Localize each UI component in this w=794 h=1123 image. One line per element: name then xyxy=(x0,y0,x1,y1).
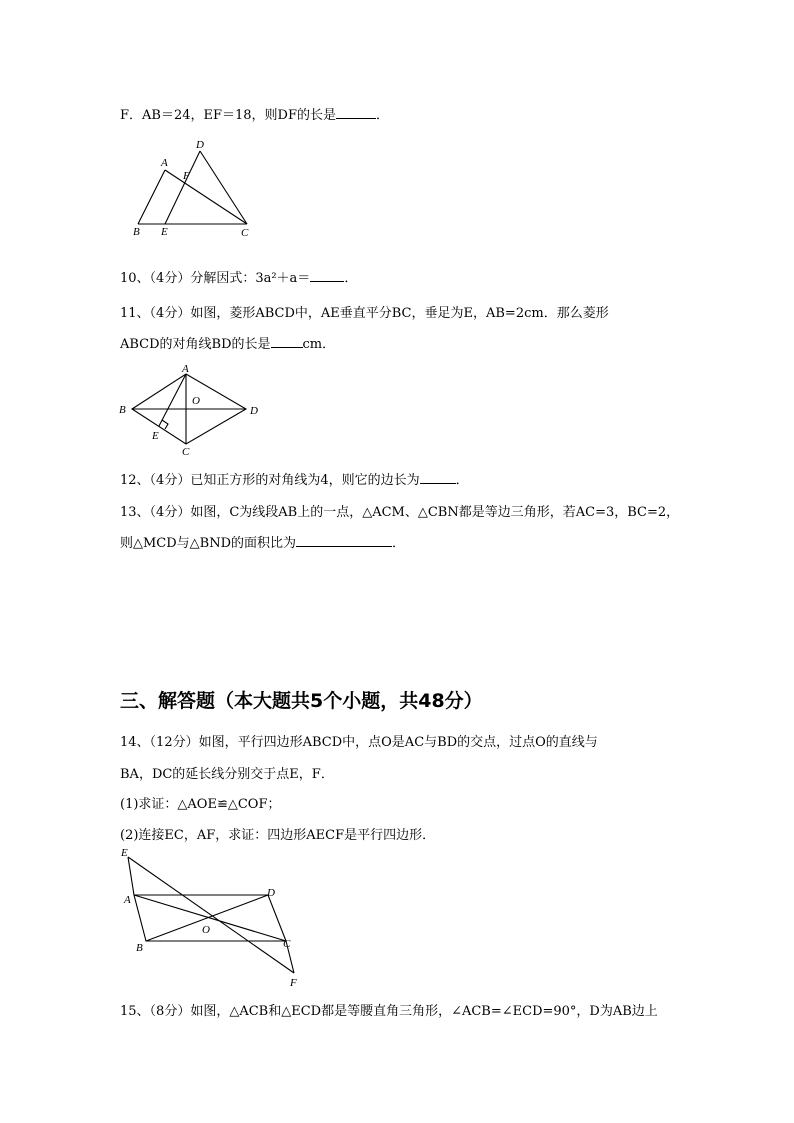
q10-number: 10、（4分） xyxy=(120,271,191,286)
q11-label-d: D xyxy=(250,405,258,417)
q11-line2: ABCD的对角线BD的长是 cm． xyxy=(120,337,336,352)
q9-line-ba xyxy=(138,170,165,224)
q9-label-e: E xyxy=(161,226,168,238)
q9-label-c: C xyxy=(241,227,249,239)
q13-answer-blank[interactable] xyxy=(296,534,392,547)
q11-right-angle-mark xyxy=(162,420,168,429)
q9-line-ac xyxy=(165,170,247,224)
q14-label-o: O xyxy=(202,924,210,936)
q12-text: 已知正方形的对角线为4，则它的边长为 xyxy=(190,473,420,488)
q14-number: 14、（12分） xyxy=(120,735,199,750)
q11-figure xyxy=(118,362,268,460)
q11-line1 xyxy=(120,302,609,321)
q11-number: 11、（4分） xyxy=(120,306,191,321)
q14-label-f: F xyxy=(290,977,297,989)
q13-line1 xyxy=(120,501,679,520)
q14-line2: BA，DC的延长线分别交于点E，F． xyxy=(120,767,334,782)
q11-label-e: E xyxy=(152,430,159,442)
q14-label-c: C xyxy=(283,938,291,950)
q14-part1: (1)求证：△AOE≌△COF； xyxy=(120,797,281,812)
q9-label-b: B xyxy=(133,226,140,238)
q14-line1 xyxy=(120,731,598,750)
q9-figure xyxy=(130,138,260,238)
section-3-title: 三、解答题（本大题共5个小题，共48分） xyxy=(120,690,483,712)
q14-text: 如图，平行四边形ABCD中，点O是AC与BD的交点，过点O的直线与 xyxy=(198,735,598,750)
q14-line-ef xyxy=(128,857,294,973)
q11-text: 如图，菱形ABCD中，AE垂直平分BC，垂足为E，AB=2cm．那么菱形 xyxy=(190,306,609,321)
q14-label-a: A xyxy=(124,894,131,906)
q13-number: 13、（4分） xyxy=(120,505,191,520)
q14-label-e: E xyxy=(121,847,128,859)
q11-answer-blank[interactable] xyxy=(271,335,303,348)
q14-label-d: D xyxy=(267,887,275,899)
q15-number: 15、（8分） xyxy=(120,1004,191,1019)
q14-diagonal-ac xyxy=(134,895,286,941)
q9-continuation: F．AB＝24，EF＝18，则DF的长是 ． xyxy=(120,108,390,123)
q14-extension-ea xyxy=(128,857,134,895)
q15-text: 如图，△ACB和△ECD都是等腰直角三角形，∠ACB=∠ECD=90°，D为AB边上 xyxy=(190,1004,658,1019)
q9-label-f: F xyxy=(183,170,190,182)
q12-number: 12、（4分） xyxy=(120,473,191,488)
q9-text: F．AB＝24，EF＝18，则DF的长是 xyxy=(120,108,336,123)
q14-label-b: B xyxy=(136,942,143,954)
q9-label-a: A xyxy=(161,157,168,169)
q9-answer-blank[interactable] xyxy=(336,106,376,119)
q10: 10、（4分）分解因式：3a²＋a＝ ． xyxy=(120,271,358,286)
q11-label-a: A xyxy=(182,363,189,375)
q9-label-d: D xyxy=(196,139,204,151)
q11-line-ae xyxy=(159,374,186,426)
q12-answer-blank[interactable] xyxy=(420,471,456,484)
q11-label-b: B xyxy=(119,404,126,416)
q11-label-c: C xyxy=(182,446,190,458)
q9-line-ed xyxy=(165,151,200,224)
q13-text: 如图，C为线段AB上的一点，△ACM、△CBN都是等边三角形，若AC=3，BC=2， xyxy=(190,505,680,520)
q13-line2: 则△MCD与△BND的面积比为 ． xyxy=(120,536,406,551)
q10-text: 分解因式：3a²＋a＝ xyxy=(190,271,311,286)
q14-figure xyxy=(116,843,306,993)
q14-part2: (2)连接EC，AF，求证：四边形AECF是平行四边形． xyxy=(120,828,436,843)
q9-line-dc xyxy=(200,151,247,224)
q12: 12、（4分）已知正方形的对角线为4，则它的边长为 ． xyxy=(120,473,469,488)
q15-line1 xyxy=(120,1000,658,1019)
q10-answer-blank[interactable] xyxy=(310,269,344,282)
q11-label-o: O xyxy=(192,395,200,407)
